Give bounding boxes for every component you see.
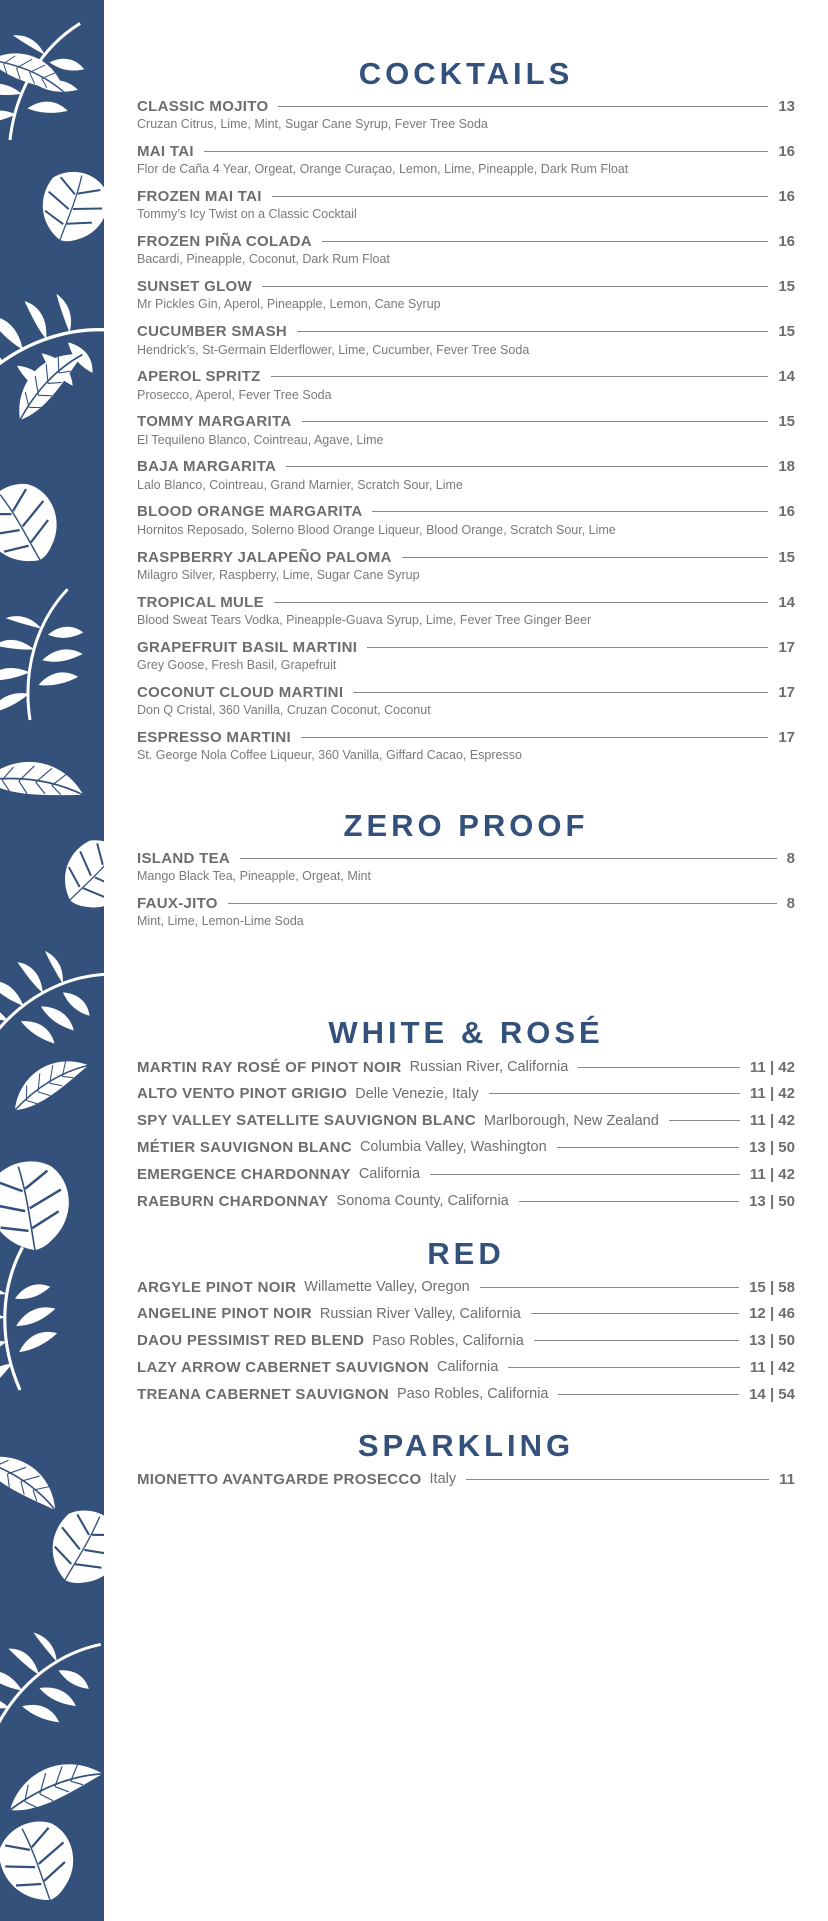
wine-item bbox=[137, 1137, 795, 1157]
item-price: 17 bbox=[778, 728, 795, 746]
item-row bbox=[137, 637, 795, 657]
item-name: BAJA MARGARITA bbox=[137, 458, 277, 476]
item-description: Milagro Silver, Raspberry, Lime, Sugar Cane Syrup bbox=[137, 568, 420, 582]
item-price: 15 | 58 bbox=[749, 1278, 795, 1296]
item-price: 13 | 50 bbox=[749, 1138, 795, 1156]
menu-item bbox=[137, 276, 795, 311]
item-name: LAZY ARROW CABERNET SAUVIGNON bbox=[137, 1358, 430, 1376]
item-origin: Paso Robles, California bbox=[372, 1332, 524, 1349]
item-origin: California bbox=[358, 1166, 421, 1183]
item-price: 15 bbox=[778, 323, 795, 340]
item-origin: Willamette Valley, Oregon bbox=[304, 1279, 470, 1295]
item-origin: Columbia Valley, Washington bbox=[359, 1139, 547, 1156]
item-description: El Tequileno Blanco, Cointreau, Agave, Lime bbox=[137, 432, 384, 447]
item-price: 13 | 50 bbox=[749, 1192, 795, 1210]
item-price: 12 | 46 bbox=[749, 1305, 795, 1323]
item-description: Blood Sweat Tears Vodka, Pineapple-Guava Syrup, Lime, Fever Tree Ginger Beer bbox=[137, 613, 592, 628]
menu-item bbox=[137, 547, 795, 582]
item-name: TROPICAL MULE bbox=[137, 593, 264, 611]
item-name: SPY VALLEY SATELLITE SAUVIGNON BLANC bbox=[137, 1112, 476, 1130]
menu-item bbox=[137, 637, 795, 672]
item-name: TREANA CABERNET SAUVIGNON bbox=[137, 1385, 389, 1403]
menu-item bbox=[137, 502, 795, 537]
menu-item bbox=[137, 322, 795, 357]
leader-line bbox=[578, 1067, 740, 1068]
item-origin: Russian River, California bbox=[409, 1059, 569, 1075]
item-price: 16 bbox=[778, 503, 795, 521]
menu-item bbox=[137, 231, 795, 266]
leader-line bbox=[669, 1120, 740, 1121]
item-price: 11 | 42 bbox=[749, 1358, 795, 1376]
item-row bbox=[137, 322, 795, 342]
leader-line bbox=[531, 1313, 739, 1314]
leader-line bbox=[480, 1287, 739, 1288]
leader-line bbox=[278, 106, 768, 107]
leader-line bbox=[353, 692, 768, 693]
item-row bbox=[137, 457, 795, 477]
item-name: MARTIN RAY ROSÉ OF PINOT NOIR bbox=[137, 1058, 402, 1076]
item-price: 17 bbox=[778, 683, 795, 701]
item-description: Lalo Blanco, Cointreau, Grand Marnier, Scratch Sour, Lime bbox=[137, 477, 463, 492]
item-price: 11 | 42 bbox=[749, 1058, 795, 1076]
item-price: 11 | 42 bbox=[749, 1165, 795, 1183]
wine-item bbox=[137, 1084, 795, 1104]
item-price: 11 | 42 bbox=[749, 1112, 795, 1130]
leader-line bbox=[286, 466, 768, 467]
menu-item bbox=[137, 367, 795, 402]
item-name: DAOU PESSIMIST RED BLEND bbox=[137, 1332, 365, 1350]
section-title-white-rose: WHITE & ROSÉ bbox=[328, 1015, 604, 1050]
item-description: Hornitos Reposado, Solerno Blood Orange Liqueur, Blood Orange, Scratch Sour, Lime bbox=[137, 522, 616, 537]
item-description: Grey Goose, Fresh Basil, Grapefruit bbox=[137, 658, 337, 673]
item-name: MÉTIER SAUVIGNON BLANC bbox=[137, 1138, 352, 1156]
item-description: Flor de Caña 4 Year, Orgeat, Orange Curaçao, Lemon, Lime, Pineapple, Dark Rum Float bbox=[137, 162, 629, 177]
item-price: 18 bbox=[778, 458, 795, 476]
item-name: SUNSET GLOW bbox=[137, 277, 252, 295]
item-name: CUCUMBER SMASH bbox=[137, 323, 288, 340]
leader-line bbox=[301, 737, 768, 738]
item-name: TOMMY MARGARITA bbox=[137, 413, 292, 431]
item-name: ARGYLE PINOT NOIR bbox=[137, 1278, 297, 1296]
item-row bbox=[137, 276, 795, 296]
item-row bbox=[137, 1191, 795, 1211]
menu-item bbox=[137, 893, 795, 928]
leader-line bbox=[557, 1147, 739, 1148]
item-row bbox=[137, 1384, 795, 1404]
item-row bbox=[137, 1111, 795, 1131]
item-price: 13 | 50 bbox=[749, 1332, 795, 1350]
item-origin: Delle Venezie, Italy bbox=[355, 1085, 479, 1102]
item-row bbox=[137, 96, 795, 116]
item-name: APEROL SPRITZ bbox=[137, 368, 261, 386]
item-description: Bacardi, Pineapple, Coconut, Dark Rum Float bbox=[137, 252, 390, 267]
leader-line bbox=[367, 647, 768, 648]
item-description: Mango Black Tea, Pineapple, Orgeat, Mint bbox=[137, 869, 371, 883]
item-name: GRAPEFRUIT BASIL MARTINI bbox=[137, 638, 358, 656]
section-title-zero-proof: ZERO PROOF bbox=[343, 808, 589, 843]
item-price: 17 bbox=[778, 638, 795, 656]
item-name: ISLAND TEA bbox=[137, 849, 230, 867]
item-row bbox=[137, 412, 795, 432]
item-row bbox=[137, 1331, 795, 1351]
section-title-cocktails: COCKTAILS bbox=[358, 56, 574, 91]
menu-item bbox=[137, 186, 795, 221]
item-description: Mr Pickles Gin, Aperol, Pineapple, Lemon, Cane Syrup bbox=[137, 297, 441, 312]
menu-item bbox=[137, 848, 795, 883]
item-price: 16 bbox=[778, 232, 795, 250]
item-price: 11 | 42 bbox=[749, 1085, 795, 1103]
section-title-red: RED bbox=[427, 1236, 505, 1271]
item-description: Tommy’s Icy Twist on a Classic Cocktail bbox=[137, 207, 357, 222]
leader-line bbox=[297, 331, 768, 332]
item-name: RASPBERRY JALAPEÑO PALOMA bbox=[137, 548, 392, 566]
item-row bbox=[137, 547, 795, 567]
item-row bbox=[137, 1304, 795, 1324]
item-name: FROZEN MAI TAI bbox=[137, 187, 262, 205]
item-origin: Sonoma County, California bbox=[336, 1193, 509, 1209]
item-name: ESPRESSO MARTINI bbox=[137, 728, 291, 746]
item-name: COCONUT CLOUD MARTINI bbox=[137, 683, 344, 701]
leader-line bbox=[534, 1340, 739, 1341]
wine-item bbox=[137, 1469, 795, 1489]
item-name: BLOOD ORANGE MARGARITA bbox=[137, 503, 363, 521]
leader-line bbox=[204, 151, 769, 152]
item-row bbox=[137, 186, 795, 206]
item-name: RAEBURN CHARDONNAY bbox=[137, 1192, 329, 1210]
item-price: 16 bbox=[778, 142, 795, 160]
wine-item bbox=[137, 1111, 795, 1131]
section-title-sparkling: SPARKLING bbox=[357, 1428, 575, 1463]
leader-line bbox=[302, 421, 769, 422]
item-name: FAUX-JITO bbox=[137, 894, 218, 912]
wine-item bbox=[137, 1164, 795, 1184]
wine-item bbox=[137, 1331, 795, 1351]
item-row bbox=[137, 1164, 795, 1184]
item-row bbox=[137, 1357, 795, 1377]
tropical-leaf-pattern bbox=[0, 0, 104, 1921]
item-row bbox=[137, 141, 795, 161]
leader-line bbox=[372, 511, 768, 512]
menu-item bbox=[137, 592, 795, 627]
menu-item bbox=[137, 682, 795, 717]
item-name: ANGELINE PINOT NOIR bbox=[137, 1305, 312, 1323]
item-row bbox=[137, 1469, 795, 1489]
item-price: 13 bbox=[778, 97, 795, 115]
item-description: Hendrick’s, St-Germain Elderflower, Lime, Cucumber, Fever Tree Soda bbox=[137, 342, 530, 357]
item-price: 8 bbox=[786, 849, 795, 867]
item-origin: Italy bbox=[429, 1471, 457, 1487]
leader-line bbox=[489, 1093, 740, 1094]
item-origin: California bbox=[437, 1359, 499, 1376]
item-row bbox=[137, 367, 795, 387]
leader-line bbox=[519, 1201, 739, 1202]
item-description: Prosecco, Aperol, Fever Tree Soda bbox=[137, 387, 332, 402]
leader-line bbox=[274, 602, 768, 603]
item-price: 14 bbox=[778, 593, 795, 611]
item-name: ALTO VENTO PINOT GRIGIO bbox=[137, 1085, 348, 1103]
item-price: 15 bbox=[778, 413, 795, 431]
wine-item bbox=[137, 1191, 795, 1211]
item-row bbox=[137, 592, 795, 612]
item-price: 14 | 54 bbox=[749, 1385, 795, 1403]
item-name: EMERGENCE CHARDONNAY bbox=[137, 1165, 351, 1183]
wine-item bbox=[137, 1304, 795, 1324]
item-origin: Paso Robles, California bbox=[396, 1386, 549, 1403]
item-name: MAI TAI bbox=[137, 142, 194, 160]
item-origin: Marlborough, New Zealand bbox=[483, 1112, 659, 1129]
wine-item bbox=[137, 1277, 795, 1297]
leader-line bbox=[430, 1174, 740, 1175]
item-price: 11 bbox=[779, 1470, 795, 1488]
item-origin: Russian River Valley, California bbox=[319, 1305, 521, 1322]
item-description: St. George Nola Coffee Liqueur, 360 Vanilla, Giffard Cacao, Espresso bbox=[137, 748, 522, 763]
item-price: 8 bbox=[786, 894, 795, 912]
menu-item bbox=[137, 141, 795, 176]
menu-item bbox=[137, 412, 795, 447]
item-row bbox=[137, 727, 795, 747]
leader-line bbox=[271, 376, 769, 377]
item-description: Cruzan Citrus, Lime, Mint, Sugar Cane Syrup, Fever Tree Soda bbox=[137, 117, 488, 131]
leader-line bbox=[240, 858, 777, 859]
leader-line bbox=[322, 241, 768, 242]
item-name: FROZEN PIÑA COLADA bbox=[137, 232, 312, 250]
item-name: CLASSIC MOJITO bbox=[137, 97, 269, 115]
item-price: 15 bbox=[778, 548, 795, 566]
leader-line bbox=[558, 1394, 739, 1395]
item-description: Don Q Cristal, 360 Vanilla, Cruzan Coconut, Coconut bbox=[137, 703, 431, 718]
item-row bbox=[137, 1057, 795, 1077]
item-row bbox=[137, 848, 795, 868]
leader-line bbox=[262, 286, 768, 287]
item-row bbox=[137, 231, 795, 251]
menu-item bbox=[137, 727, 795, 762]
leader-line bbox=[272, 196, 769, 197]
item-row bbox=[137, 893, 795, 913]
item-row bbox=[137, 502, 795, 522]
wine-item bbox=[137, 1384, 795, 1404]
item-row bbox=[137, 1137, 795, 1157]
menu-item bbox=[137, 457, 795, 492]
leader-line bbox=[228, 903, 777, 904]
wine-item bbox=[137, 1357, 795, 1377]
leader-line bbox=[466, 1479, 769, 1480]
item-price: 16 bbox=[778, 187, 795, 205]
wine-item bbox=[137, 1057, 795, 1077]
item-row bbox=[137, 1277, 795, 1297]
leader-line bbox=[402, 557, 769, 558]
item-row bbox=[137, 682, 795, 702]
menu-item bbox=[137, 96, 795, 131]
leader-line bbox=[508, 1367, 740, 1368]
item-price: 14 bbox=[778, 368, 795, 386]
item-row bbox=[137, 1084, 795, 1104]
item-price: 15 bbox=[778, 277, 795, 295]
item-description: Mint, Lime, Lemon-Lime Soda bbox=[137, 914, 304, 929]
item-name: MIONETTO AVANTGARDE PROSECCO bbox=[137, 1470, 422, 1488]
